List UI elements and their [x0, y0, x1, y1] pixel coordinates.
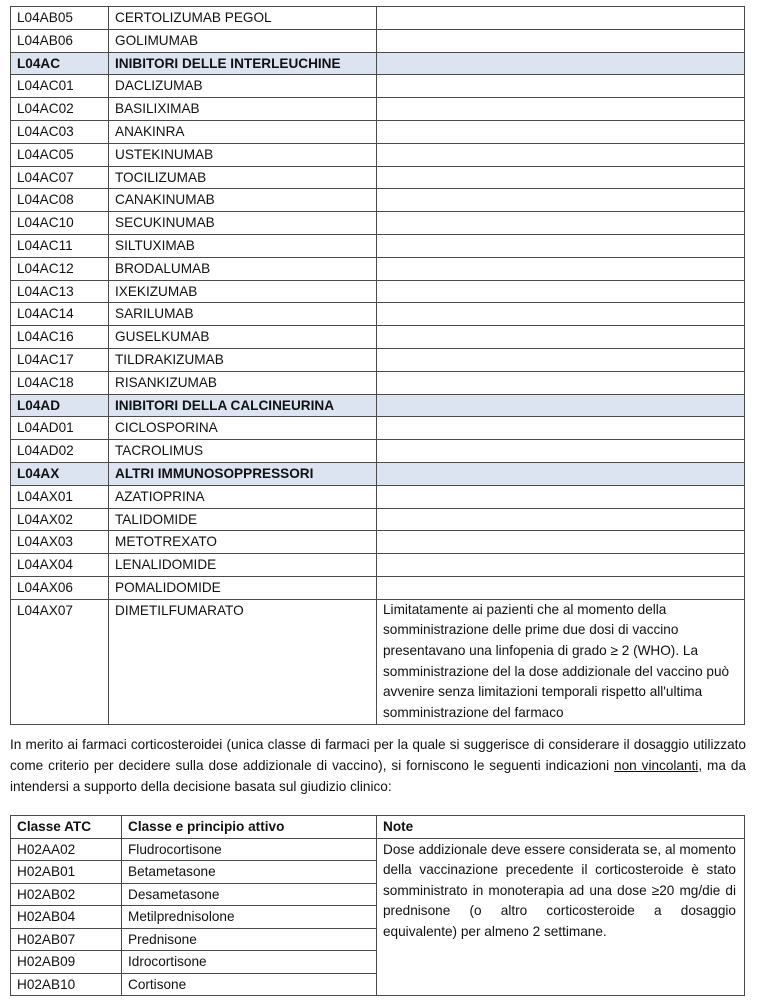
atc-code-cell: L04AC08	[11, 189, 109, 212]
note-cell	[377, 485, 745, 508]
active-ingredient-cell: Betametasone	[122, 861, 377, 884]
note-cell	[377, 166, 745, 189]
note-cell	[377, 531, 745, 554]
note-cell	[377, 303, 745, 326]
note-cell	[377, 75, 745, 98]
atc-code-cell: L04AX04	[11, 554, 109, 577]
atc-code-cell: L04AX07	[11, 599, 109, 724]
drug-name-cell: CANAKINUMAB	[109, 189, 377, 212]
atc-code-cell: H02AB09	[11, 951, 122, 974]
drug-name-cell: USTEKINUMAB	[109, 143, 377, 166]
drug-name-cell: POMALIDOMIDE	[109, 576, 377, 599]
note-cell	[377, 394, 745, 417]
note-cell	[377, 120, 745, 143]
atc-code-cell: H02AB07	[11, 928, 122, 951]
atc-code-cell: L04AC11	[11, 234, 109, 257]
drug-name-cell: TACROLIMUS	[109, 440, 377, 463]
header-note: Note	[377, 816, 745, 839]
atc-table-body	[11, 7, 745, 725]
drug-name-cell: RISANKIZUMAB	[109, 371, 377, 394]
table-row	[11, 212, 745, 235]
drug-name-cell: ALTRI IMMUNOSOPPRESSORI	[109, 462, 377, 485]
corticosteroid-table	[10, 815, 745, 996]
table-row	[11, 257, 745, 280]
atc-code-cell: L04AC14	[11, 303, 109, 326]
note-cell: Limitatamente ai pazienti che al momento della somministrazione delle prime due dosi di vaccino presentavano una linfopenia di grado ≥ 2 (WHO). La somministrazione del la dose addizionale del vaccino può avvenire senza limitazioni temporali rispetto all'ultima somministrazione del farmaco	[377, 599, 745, 724]
table-row	[11, 371, 745, 394]
table-row	[11, 440, 745, 463]
atc-code-cell: L04AX01	[11, 485, 109, 508]
corticosteroid-table-body	[11, 838, 745, 996]
atc-table	[10, 6, 745, 725]
drug-name-cell: BRODALUMAB	[109, 257, 377, 280]
drug-name-cell: METOTREXATO	[109, 531, 377, 554]
table-row	[11, 554, 745, 577]
note-cell	[377, 326, 745, 349]
note-cell	[377, 29, 745, 52]
atc-code-cell: L04AC16	[11, 326, 109, 349]
drug-name-cell: SECUKINUMAB	[109, 212, 377, 235]
paragraph-underlined-text: non vincolanti	[614, 758, 699, 773]
table-row	[11, 348, 745, 371]
atc-code-cell: L04AD01	[11, 417, 109, 440]
table-row	[11, 326, 745, 349]
drug-name-cell: DIMETILFUMARATO	[109, 599, 377, 724]
table-row	[11, 576, 745, 599]
atc-code-cell: L04AX06	[11, 576, 109, 599]
table-row	[11, 7, 745, 30]
table-row	[11, 29, 745, 52]
atc-code-cell: L04AB06	[11, 29, 109, 52]
drug-name-cell: SARILUMAB	[109, 303, 377, 326]
drug-name-cell: CICLOSPORINA	[109, 417, 377, 440]
atc-code-cell: L04AC07	[11, 166, 109, 189]
note-cell	[377, 143, 745, 166]
active-ingredient-cell: Fludrocortisone	[122, 838, 377, 861]
note-cell	[377, 371, 745, 394]
drug-name-cell: IXEKIZUMAB	[109, 280, 377, 303]
note-cell	[377, 576, 745, 599]
atc-code-cell: H02AB02	[11, 883, 122, 906]
paragraph-text-start: In merito ai farmaci corticosteroidei (unica classe di farmaci per la quale si suggerisce di considerare il dosaggio utilizzato come criterio per decidere sulla dose addizionale di vaccino), si forniscono le seguenti indicazioni	[10, 737, 746, 773]
table-group-row	[11, 52, 745, 75]
note-cell	[377, 417, 745, 440]
drug-name-cell: LENALIDOMIDE	[109, 554, 377, 577]
table-row	[11, 838, 745, 861]
drug-name-cell: SILTUXIMAB	[109, 234, 377, 257]
atc-code-cell: L04AC	[11, 52, 109, 75]
atc-code-cell: L04AC03	[11, 120, 109, 143]
corticosteroid-note-cell: Dose addizionale deve essere considerata se, al momento della vaccinazione precedente il corticosteroide è stato somministrato in monoterapia ad una dose ≥20 mg/die di prednisone (o altro corticosteroide a dosaggio equivalente) per almeno 2 settimane.	[377, 838, 745, 996]
drug-name-cell: INIBITORI DELLE INTERLEUCHINE	[109, 52, 377, 75]
note-cell	[377, 7, 745, 30]
atc-code-cell: L04AX03	[11, 531, 109, 554]
table-row	[11, 599, 745, 724]
drug-name-cell: GUSELKUMAB	[109, 326, 377, 349]
atc-code-cell: H02AB01	[11, 861, 122, 884]
active-ingredient-cell: Cortisone	[122, 973, 377, 996]
table-row	[11, 303, 745, 326]
note-cell	[377, 508, 745, 531]
table-row	[11, 234, 745, 257]
atc-code-cell: H02AB10	[11, 973, 122, 996]
table-row	[11, 75, 745, 98]
corticosteroid-paragraph	[10, 734, 746, 797]
drug-name-cell: INIBITORI DELLA CALCINEURINA	[109, 394, 377, 417]
atc-code-cell: L04AX	[11, 462, 109, 485]
atc-code-cell: H02AB04	[11, 906, 122, 929]
note-cell	[377, 98, 745, 121]
table-row	[11, 280, 745, 303]
note-cell	[377, 462, 745, 485]
table-row	[11, 166, 745, 189]
table-group-row	[11, 462, 745, 485]
table-row	[11, 485, 745, 508]
drug-name-cell: BASILIXIMAB	[109, 98, 377, 121]
table-row	[11, 120, 745, 143]
atc-code-cell: L04AD	[11, 394, 109, 417]
active-ingredient-cell: Metilprednisolone	[122, 906, 377, 929]
atc-code-cell: L04AC05	[11, 143, 109, 166]
drug-name-cell: GOLIMUMAB	[109, 29, 377, 52]
note-cell	[377, 257, 745, 280]
atc-code-cell: H02AA02	[11, 838, 122, 861]
atc-code-cell: L04AC12	[11, 257, 109, 280]
note-cell	[377, 554, 745, 577]
atc-code-cell: L04AB05	[11, 7, 109, 30]
header-classe-atc: Classe ATC	[11, 816, 122, 839]
note-cell	[377, 52, 745, 75]
note-cell	[377, 212, 745, 235]
drug-name-cell: CERTOLIZUMAB PEGOL	[109, 7, 377, 30]
active-ingredient-cell: Desametasone	[122, 883, 377, 906]
table-row	[11, 189, 745, 212]
paragraph-text-end: , ma da intendersi a supporto della decisione basata sul giudizio clinico:	[10, 758, 746, 794]
drug-name-cell: TOCILIZUMAB	[109, 166, 377, 189]
table-group-row	[11, 394, 745, 417]
drug-name-cell: TALIDOMIDE	[109, 508, 377, 531]
corticosteroid-header-row	[11, 816, 745, 839]
active-ingredient-cell: Idrocortisone	[122, 951, 377, 974]
table-row	[11, 508, 745, 531]
atc-code-cell: L04AC02	[11, 98, 109, 121]
drug-name-cell: AZATIOPRINA	[109, 485, 377, 508]
atc-code-cell: L04AX02	[11, 508, 109, 531]
table-row	[11, 531, 745, 554]
table-row	[11, 98, 745, 121]
atc-code-cell: L04AC13	[11, 280, 109, 303]
header-principio-attivo: Classe e principio attivo	[122, 816, 377, 839]
drug-name-cell: ANAKINRA	[109, 120, 377, 143]
note-cell	[377, 440, 745, 463]
table-row	[11, 143, 745, 166]
drug-name-cell: DACLIZUMAB	[109, 75, 377, 98]
active-ingredient-cell: Prednisone	[122, 928, 377, 951]
note-cell	[377, 348, 745, 371]
table-row	[11, 417, 745, 440]
note-cell	[377, 234, 745, 257]
atc-code-cell: L04AC18	[11, 371, 109, 394]
atc-code-cell: L04AC10	[11, 212, 109, 235]
drug-name-cell: TILDRAKIZUMAB	[109, 348, 377, 371]
atc-code-cell: L04AC01	[11, 75, 109, 98]
atc-code-cell: L04AC17	[11, 348, 109, 371]
atc-code-cell: L04AD02	[11, 440, 109, 463]
note-cell	[377, 189, 745, 212]
note-cell	[377, 280, 745, 303]
